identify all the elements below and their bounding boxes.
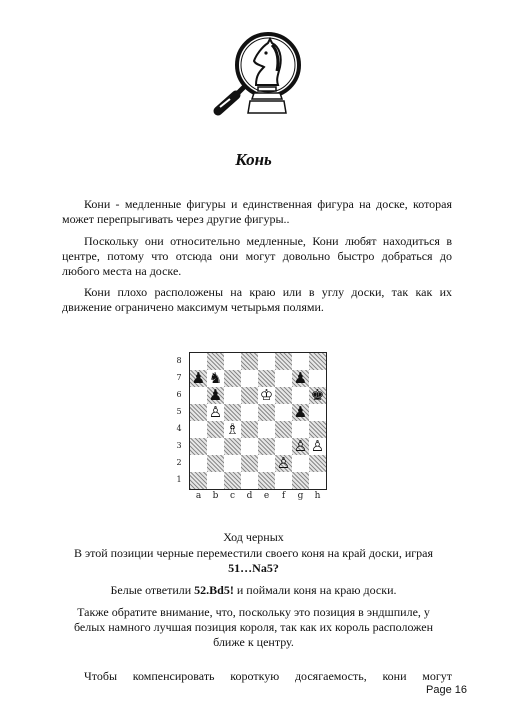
square-c1 xyxy=(224,472,241,489)
caption-text-line: Также обратите внимание, что, поскольку это позиция в эндшпиле, у xyxy=(77,605,430,619)
rank-label: 5 xyxy=(176,407,182,416)
square-d7 xyxy=(241,370,258,387)
square-e6 xyxy=(258,387,275,404)
chess-piece-g5: ♟ xyxy=(293,403,308,421)
square-g6 xyxy=(292,387,309,404)
magnifying-glass-knight-icon xyxy=(206,27,306,119)
square-c8 xyxy=(224,353,241,370)
square-d8 xyxy=(241,353,258,370)
square-d3 xyxy=(241,438,258,455)
chess-piece-b6: ♟ xyxy=(208,386,223,404)
square-b6 xyxy=(207,387,224,404)
square-h6 xyxy=(309,387,326,404)
caption-response xyxy=(40,583,467,598)
paragraph-continue: Чтобы компенсировать короткую досягаемость, кони могут xyxy=(84,669,452,683)
paragraph-intro: Кони - медленные фигуры и единственная фигура на доске, которая может перепрыгивать через другие фигуры.. xyxy=(62,197,452,226)
square-c6 xyxy=(224,387,241,404)
square-g2 xyxy=(292,455,309,472)
square-b2 xyxy=(207,455,224,472)
square-g3 xyxy=(292,438,309,455)
chess-piece-h6: ♚ xyxy=(310,386,325,404)
rank-label: 8 xyxy=(176,356,182,365)
square-e8 xyxy=(258,353,275,370)
square-d6 xyxy=(241,387,258,404)
file-label: f xyxy=(281,491,286,501)
square-e4 xyxy=(258,421,275,438)
square-h1 xyxy=(309,472,326,489)
square-g1 xyxy=(292,472,309,489)
square-a1 xyxy=(190,472,207,489)
chess-diagram xyxy=(170,350,340,505)
square-b1 xyxy=(207,472,224,489)
square-f5 xyxy=(275,404,292,421)
square-a2 xyxy=(190,455,207,472)
square-h8 xyxy=(309,353,326,370)
square-d2 xyxy=(241,455,258,472)
square-d5 xyxy=(241,404,258,421)
file-label: d xyxy=(246,491,253,501)
square-d4 xyxy=(241,421,258,438)
square-e3 xyxy=(258,438,275,455)
rank-label: 3 xyxy=(176,441,182,450)
square-h5 xyxy=(309,404,326,421)
chess-piece-g3: ♙ xyxy=(293,437,308,455)
square-h3 xyxy=(309,438,326,455)
square-e1 xyxy=(258,472,275,489)
caption-text-line: белых намного лучшая позиция короля, так как их король расположен xyxy=(73,620,434,634)
square-h7 xyxy=(309,370,326,387)
square-c7 xyxy=(224,370,241,387)
chess-board xyxy=(189,352,327,490)
chess-piece-c4: ♗ xyxy=(225,420,240,438)
square-h4 xyxy=(309,421,326,438)
caption-response-pre: Белые ответили xyxy=(110,583,195,597)
chess-piece-h3: ♙ xyxy=(310,437,325,455)
square-a6 xyxy=(190,387,207,404)
file-label: a xyxy=(195,491,202,501)
square-b4 xyxy=(207,421,224,438)
caption-response-post: и поймали коня на краю доски. xyxy=(233,583,397,597)
square-c4 xyxy=(224,421,241,438)
caption-move-notation: 51…Na5? xyxy=(228,561,279,575)
chess-piece-b5: ♙ xyxy=(208,403,223,421)
caption-response-move: 52.Bd5! xyxy=(194,583,234,597)
square-f3 xyxy=(275,438,292,455)
rank-label: 1 xyxy=(176,475,182,484)
square-f1 xyxy=(275,472,292,489)
file-label: h xyxy=(314,491,321,501)
square-a7 xyxy=(190,370,207,387)
square-g4 xyxy=(292,421,309,438)
paragraph-edge: Кони плохо расположены на краю или в углу доски, так как их движение ограничено максимум четырьмя полями. xyxy=(62,285,452,314)
square-e7 xyxy=(258,370,275,387)
square-c2 xyxy=(224,455,241,472)
file-label: c xyxy=(229,491,236,501)
file-label: e xyxy=(263,491,270,501)
square-g8 xyxy=(292,353,309,370)
square-a5 xyxy=(190,404,207,421)
chess-piece-b7: ♞ xyxy=(208,369,223,387)
chess-piece-a7: ♟ xyxy=(191,369,206,387)
chess-piece-g7: ♟ xyxy=(293,369,308,387)
square-b3 xyxy=(207,438,224,455)
rank-label: 7 xyxy=(176,373,182,382)
square-e2 xyxy=(258,455,275,472)
square-e5 xyxy=(258,404,275,421)
square-f7 xyxy=(275,370,292,387)
file-label: b xyxy=(212,491,219,501)
chess-piece-f2: ♙ xyxy=(276,454,291,472)
square-f8 xyxy=(275,353,292,370)
caption-text-line: ближе к центру. xyxy=(213,635,294,649)
square-c3 xyxy=(224,438,241,455)
square-h2 xyxy=(309,455,326,472)
file-label: g xyxy=(297,491,304,501)
square-a3 xyxy=(190,438,207,455)
square-c5 xyxy=(224,404,241,421)
chess-piece-e6: ♔ xyxy=(259,386,274,404)
square-a4 xyxy=(190,421,207,438)
paragraph-center: Поскольку они относительно медленные, Кони любят находиться в центре, потому что отсюда они могут довольно быстро добраться до любого места на доске. xyxy=(62,234,452,278)
square-g7 xyxy=(292,370,309,387)
square-f4 xyxy=(275,421,292,438)
square-f2 xyxy=(275,455,292,472)
caption-move-side: Ход черных xyxy=(223,530,284,544)
square-d1 xyxy=(241,472,258,489)
caption-text-line: В этой позиции черные переместили своего коня на край доски, играя xyxy=(73,546,434,560)
square-b7 xyxy=(207,370,224,387)
chapter-title: Конь xyxy=(235,150,272,169)
page-number: Page 16 xyxy=(426,684,467,696)
square-f6 xyxy=(275,387,292,404)
rank-label: 6 xyxy=(176,390,182,399)
square-a8 xyxy=(190,353,207,370)
square-b8 xyxy=(207,353,224,370)
rank-label: 2 xyxy=(176,458,182,467)
rank-label: 4 xyxy=(176,424,182,433)
square-g5 xyxy=(292,404,309,421)
square-b5 xyxy=(207,404,224,421)
